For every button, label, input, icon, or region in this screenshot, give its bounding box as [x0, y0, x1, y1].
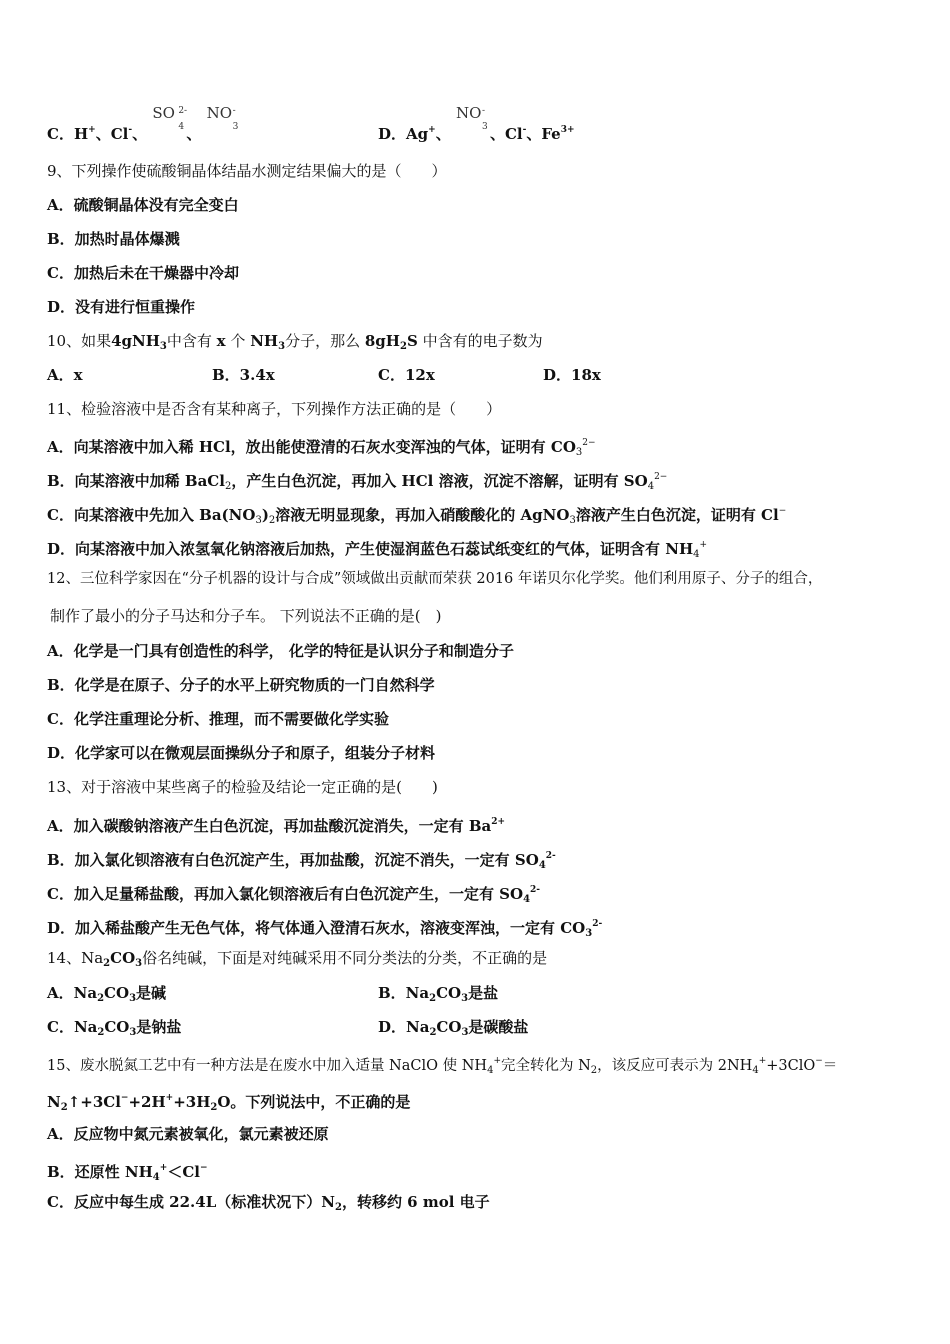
q8-option-d-cl-charge: -: [522, 125, 527, 135]
q14-option-d-text: D．Na: [378, 1018, 430, 1036]
q8-option-c: [47, 104, 241, 143]
q15-option-b-text: ＜Cl: [167, 1163, 200, 1181]
q14-stem: [47, 948, 547, 974]
q11-option-a: [47, 433, 596, 463]
q8-option-c-cl: 、Cl: [95, 125, 129, 143]
q9-option-c: C．加热后未在干燥器中冷却: [47, 264, 239, 282]
q12-stem-line1: 12、三位科学家因在“分子机器的设计与合成”领域做出贡献而荣获 2016 年诺贝尔化学奖。他们利用原子、分子的组合，: [47, 571, 823, 587]
q11-option-a-sup: 2−: [582, 438, 596, 448]
q8-option-d: [378, 104, 575, 144]
q10-option-c: C．12x: [378, 366, 435, 384]
q14-option-a-text: A．Na: [47, 984, 98, 1002]
q10-option-d: D．18x: [543, 366, 601, 384]
q11-option-c-text: C．向某溶液中先加入 Ba(NO: [47, 506, 256, 524]
q15-stem-part: ↑+3Cl: [67, 1093, 121, 1111]
q10-stem-part: 4gNH: [111, 332, 160, 350]
q8-option-c-nitrate: [206, 104, 241, 141]
nitrate-base: NO: [455, 104, 482, 122]
q14-option-a-sub: 2: [97, 993, 105, 1004]
q15-stem-sub: 4: [487, 1065, 494, 1076]
q14-option-a-sub: 3: [129, 993, 137, 1004]
q8-option-c-label: C．: [47, 125, 74, 143]
q10-stem: [47, 331, 543, 357]
q15-stem-sup: +: [165, 1093, 174, 1103]
q15-stem-sup: −: [815, 1056, 823, 1066]
q15-stem-part: +3H: [173, 1093, 211, 1111]
q11-option-c-sub2: 2: [268, 515, 276, 526]
q15-stem-sub: 2: [210, 1102, 218, 1113]
q15-option-c: [47, 1192, 490, 1218]
q11-option-b-sup: 2−: [654, 472, 668, 482]
sulfate-charge: 2-: [178, 106, 188, 116]
nitrate-charge: -: [481, 106, 485, 116]
q15-stem-sup: −: [120, 1093, 129, 1103]
q12-option-a: A．化学是一门具有创造性的科学， 化学的特征是认识分子和制造分子: [47, 642, 514, 660]
q12-option-c: C．化学注重理论分析、推理，而不需要做化学实验: [47, 710, 389, 728]
q14-option-b: [378, 983, 498, 1009]
q9-option-b: B．加热时晶体爆溅: [47, 230, 180, 248]
q11-option-b-sub2: 4: [647, 481, 655, 492]
q8-option-d-label: D．: [378, 125, 407, 143]
q15-option-a: A．反应物中氮元素被氧化，氯元素被还原: [47, 1125, 329, 1143]
q12-option-b: B．化学是在原子、分子的水平上研究物质的一门自然科学: [47, 676, 435, 694]
q10-stem-part: NH: [250, 332, 279, 350]
q14-option-b-text: B．Na: [378, 984, 430, 1002]
q15-option-b: [47, 1158, 208, 1188]
q13-option-c-text: C．加入足量稀盐酸，再加入氯化钡溶液后有白色沉淀产生，一定有 SO: [47, 885, 524, 903]
q14-option-b-sub: 2: [429, 993, 437, 1004]
q14-option-d: [378, 1017, 528, 1043]
q8-option-d-fe-charge: 3+: [560, 125, 575, 135]
q10-stem-sub: 3: [159, 341, 167, 352]
q13-option-b-text: B．加入氯化钡溶液有白色沉淀产生，再加盐酸，沉淀不消失，一定有 SO: [47, 851, 539, 869]
q11-option-c-text2: 溶液无明显现象，再加入硝酸酸化的 AgNO: [275, 506, 570, 524]
q13-option-a: [47, 812, 505, 836]
sulfate-base: SO: [152, 104, 175, 122]
q9-stem: 9、下列操作使硫酸铜晶体结晶水测定结果偏大的是（ ）: [47, 162, 447, 180]
q10-stem-part: 8gH: [364, 332, 400, 350]
q15-stem-line1: [47, 1051, 837, 1081]
q10-stem-part: 10、如果: [47, 332, 112, 350]
q10-stem-part: 分子，那么: [285, 332, 361, 350]
q8-option-d-ag-charge: +: [428, 125, 436, 135]
q14-option-c: [47, 1018, 181, 1036]
q13-option-d-text: D．加入稀盐酸产生无色气体，将气体通入澄清石灰水，溶液变浑浊，一定有 CO: [47, 919, 586, 937]
q13-option-d-sup: 2-: [592, 919, 603, 929]
q15-stem-part: +2H: [128, 1093, 166, 1111]
q11-option-c-text3: 溶液产生白色沉淀，证明有 Cl: [575, 506, 779, 524]
q15-option-b-sup: +: [159, 1163, 168, 1173]
q12-stem-line2: 制作了最小的分子马达和分子车。 下列说法不正确的是( ): [50, 607, 442, 625]
q11-option-c-sup: −: [778, 506, 787, 516]
q15-stem-line2: [47, 1088, 410, 1118]
q11-option-d: [47, 535, 707, 565]
q14-option-b-text: 是盐: [468, 984, 499, 1002]
q14-options-row1: [47, 983, 499, 1009]
nitrate-charge: -: [232, 106, 236, 116]
q15-stem-sub: 2: [590, 1065, 598, 1076]
q10-stem-part: x: [216, 332, 226, 350]
q11-option-c-sub: 3: [255, 515, 262, 526]
q14-option-c-text: C．Na: [47, 1018, 98, 1036]
q8-options-row: [47, 104, 575, 144]
q9-option-d: D．没有进行恒重操作: [47, 298, 196, 316]
q11-option-c-sub3: 3: [569, 515, 576, 526]
q14-option-c-sub: 3: [129, 1027, 137, 1038]
q14-option-c-sub: 2: [97, 1027, 105, 1038]
q11-option-c: [47, 501, 786, 531]
q15-stem-sub: 4: [752, 1065, 759, 1076]
q14-stem-part: 14、Na: [47, 949, 104, 967]
q13-stem: 13、对于溶液中某些离子的检验及结论一定正确的是( ): [47, 778, 438, 796]
q15-stem-part: ＝: [822, 1058, 838, 1074]
q15-stem-sup: +: [493, 1056, 501, 1066]
q8-option-c-h-charge: +: [88, 125, 96, 135]
q8-option-d-cl: 、Cl: [489, 125, 523, 143]
q14-stem-sub: 2: [103, 958, 111, 969]
q14-option-b-text: CO: [436, 984, 462, 1002]
q14-option-d-sub: 3: [461, 1027, 469, 1038]
q8-option-c-sep: 、: [132, 125, 148, 143]
q12-option-d: D．化学家可以在微观层面操纵分子和原子，组装分子材料: [47, 744, 436, 762]
q11-option-b-sub: 2: [224, 481, 232, 492]
q14-option-b-sub: 3: [461, 993, 469, 1004]
q11-option-d-text: D．向某溶液中加入浓氢氧化钠溶液后加热，产生使湿润蓝色石蕊试纸变红的气体，证明含有 NH: [47, 540, 694, 558]
q11-option-b: [47, 467, 667, 497]
q8-option-c-sep2: 、: [186, 125, 202, 143]
q15-option-b-sub: 4: [152, 1172, 160, 1183]
q10-stem-sub: 3: [278, 341, 286, 352]
q13-option-d: [47, 914, 602, 944]
q8-option-d-fe: 、Fe: [526, 125, 561, 143]
q9-option-a: A．硫酸铜晶体没有完全变白: [47, 196, 239, 214]
q14-option-d-text: 是碳酸盐: [468, 1018, 529, 1036]
q15-stem-sub: 2: [60, 1102, 68, 1113]
q13-option-d-sub: 3: [585, 928, 593, 939]
q15-option-c-text: C．反应中每生成 22.4L（标准状况下）N: [47, 1193, 335, 1211]
q8-option-c-cl-charge: -: [128, 125, 133, 135]
q11-option-b-text2: ，产生白色沉淀，再加入 HCl 溶液，沉淀不溶解，证明有 SO: [231, 472, 648, 490]
q14-option-c-text: CO: [104, 1018, 130, 1036]
q14-stem-part: CO: [110, 949, 136, 967]
q14-options-row2: [47, 1017, 529, 1043]
q8-option-d-nitrate: [455, 104, 490, 141]
q15-option-b-sup: −: [199, 1163, 208, 1173]
nitrate-subscript: 3: [481, 122, 488, 132]
q8-option-c-sulfate: [152, 104, 188, 141]
q15-option-c-text: ，转移约 6 mol 电子: [341, 1193, 490, 1211]
q15-stem-sup: +: [758, 1056, 767, 1066]
q14-stem-sub: 3: [135, 958, 143, 969]
q14-option-d-sub: 2: [429, 1027, 437, 1038]
q11-option-b-text: B．向某溶液中加稀 BaCl: [47, 472, 225, 490]
q10-stem-part: 中含有: [166, 332, 212, 350]
q15-stem-part: 完全转化为 N: [500, 1058, 591, 1074]
q15-option-b-text: B．还原性 NH: [47, 1163, 153, 1181]
sulfate-subscript: 4: [178, 122, 185, 132]
q15-stem-part: 15、废水脱氮工艺中有一种方法是在废水中加入适量 NaClO 使 NH: [47, 1058, 488, 1074]
q10-stem-part: 中含有的电子数为: [422, 332, 543, 350]
q11-option-a-text: A．向某溶液中加入稀 HCl，放出能使澄清的石灰水变浑浊的气体，证明有 CO: [47, 438, 576, 456]
q10-stem-sub: 2: [399, 341, 407, 352]
q14-option-a: [47, 984, 166, 1002]
q15-stem-part: N: [47, 1093, 61, 1111]
q14-option-c-text: 是钠盐: [136, 1018, 182, 1036]
q10-stem-part: 个: [230, 332, 246, 350]
q14-option-a-text: 是碱: [136, 984, 167, 1002]
q11-stem: 11、检验溶液中是否含有某种离子，下列操作方法正确的是（ ）: [47, 400, 502, 418]
q13-option-c-sub: 4: [523, 894, 531, 905]
q10-option-b: B．3.4x: [212, 366, 275, 384]
q15-stem-part: O。下列说法中，不正确的是: [217, 1093, 411, 1111]
nitrate-subscript: 3: [232, 122, 239, 132]
q11-option-a-sub: 3: [575, 447, 583, 458]
q8-option-c-h: H: [73, 125, 89, 143]
q11-option-d-sup: +: [699, 540, 708, 550]
q13-option-b-sup: 2-: [545, 851, 556, 861]
q14-option-d-text: CO: [436, 1018, 462, 1036]
q15-stem-part: ，该反应可表示为 2NH: [597, 1058, 753, 1074]
q10-stem-part: S: [406, 332, 418, 350]
nitrate-base: NO: [206, 104, 233, 122]
q14-stem-part: 俗名纯碱，下面是对纯碱采用不同分类法的分类，不正确的是: [142, 949, 548, 967]
q13-option-a-sup: 2+: [491, 817, 506, 827]
q13-option-b-sub: 4: [538, 860, 546, 871]
q15-stem-part: +3ClO: [766, 1058, 816, 1074]
q8-option-d-ag: Ag: [406, 125, 429, 143]
q13-option-b: [47, 846, 556, 876]
q14-option-a-text: CO: [104, 984, 130, 1002]
q13-option-c-sup: 2-: [530, 885, 541, 895]
q10-option-a: A．x: [47, 366, 83, 384]
q11-option-c-paren: ): [261, 506, 269, 524]
q15-option-c-sub: 2: [334, 1202, 342, 1213]
q8-option-d-sep: 、: [435, 125, 451, 143]
q13-option-a-text: A．加入碳酸钠溶液产生白色沉淀，再加盐酸沉淀消失，一定有 Ba: [47, 817, 492, 835]
q13-option-c: [47, 880, 540, 910]
q11-option-d-sub: 4: [693, 549, 700, 560]
